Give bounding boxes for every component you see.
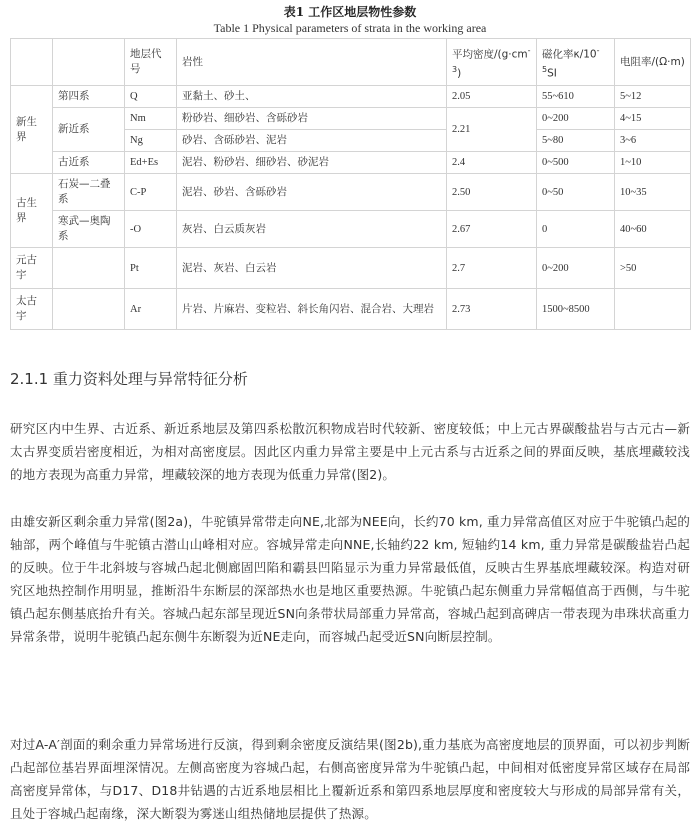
system-cell: 第四系: [53, 86, 125, 108]
header-empty: [11, 39, 53, 86]
lithology-cell: 灰岩、白云质灰岩: [177, 211, 447, 248]
table-row: [11, 152, 691, 174]
system-cell: [53, 289, 125, 330]
table-header-row: [11, 39, 691, 86]
header-susc-unit: SI: [547, 67, 557, 80]
table-caption-en: Table 1 Physical parameters of strata in the working area: [213, 21, 487, 35]
body-paragraph: 对过A-A′剖面的剩余重力异常场进行反演，得到剩余密度反演结果(图2b),重力基底为高密度地层的顶界面，可以初步判断凸起部位基岩界面埋深情况。左侧高密度为容城凸起，右侧高密度异常为牛驼镇凸起，中间相对低密度异常区域存在局部高密度异常体，与D17、D18井钻遇的古近系地层相比上覆新近系和第四系地层厚度和密度较大与形成的局部异常有关，且处于容城凸起南缘，深大断裂为雾迷山组热储地层提供了热源。: [10, 737, 690, 821]
density-cell: 2.50: [447, 174, 537, 211]
table-row: [11, 211, 691, 248]
header-empty: [53, 39, 125, 86]
code-cell: Ed+Es: [125, 152, 177, 174]
lithology-cell: 片岩、片麻岩、变粒岩、斜长角闪岩、混合岩、大理岩: [177, 289, 447, 330]
era-cell: 新生界: [11, 86, 53, 174]
susceptibility-cell: 1500~8500: [537, 289, 615, 330]
table-caption-zh: 表1 工作区地层物性参数: [283, 5, 417, 19]
header-density-close: ): [457, 67, 462, 80]
header-density: [447, 39, 537, 86]
system-cell: [53, 248, 125, 289]
density-cell: 2.05: [447, 86, 537, 108]
table-row: [11, 86, 691, 108]
code-cell: Pt: [125, 248, 177, 289]
lithology-cell: 亚黏土、砂土、: [177, 86, 447, 108]
susceptibility-cell: 0~200: [537, 248, 615, 289]
resistivity-cell: [615, 289, 691, 330]
resistivity-cell: 5~12: [615, 86, 691, 108]
resistivity-cell: 4~15: [615, 108, 691, 130]
code-cell: C-P: [125, 174, 177, 211]
system-cell: 石炭—二叠系: [53, 174, 125, 211]
density-cell: 2.73: [447, 289, 537, 330]
section-heading: 2.1.1 重力资料处理与异常特征分析: [10, 370, 248, 388]
resistivity-cell: 3~6: [615, 130, 691, 152]
resistivity-cell: 40~60: [615, 211, 691, 248]
era-cell: 太古宇: [11, 289, 53, 330]
lithology-cell: 泥岩、砂岩、含砾砂岩: [177, 174, 447, 211]
susceptibility-cell: 0~50: [537, 174, 615, 211]
resistivity-cell: 1~10: [615, 152, 691, 174]
lithology-cell: 泥岩、粉砂岩、细砂岩、砂泥岩: [177, 152, 447, 174]
header-resistivity: 电阻率/(Ω·m): [615, 39, 691, 86]
body-paragraph: 由雄安新区剩余重力异常(图2a)，牛驼镇异常带走向NE,北部为NEE向，长约70 km, 重力异常高值区对应于牛驼镇凸起的轴部，两个峰值与牛驼镇古潜山山峰相对应。容城异常走向NNE,长轴约22 km, 短轴约14 km, 重力异常是碳酸盐岩凸起的反映。位于牛北斜坡与容城凸起北侧廊固凹陷和霸县凹陷显示为重力异常最低值，反映古生界基底埋藏较深。构造对研究区地热控制作用明显，推断沿牛东断层的深部热水也是地区重要热源。牛驼镇凸起东侧重力异常幅值高于西侧，与牛驼镇凸起东侧基底抬升有关。容城凸起东部呈现近SN向条带状局部重力异常高，容城凸起到高碑店一带表现为串珠状高重力异常条带，说明牛驼镇凸起东侧牛东断裂为近NE走向，而容城凸起受近SN向断层控制。: [10, 514, 690, 644]
header-code: 地层代号: [125, 39, 177, 86]
density-cell: 2.7: [447, 248, 537, 289]
era-cell: 元古宇: [11, 248, 53, 289]
density-cell: 2.67: [447, 211, 537, 248]
header-density-text: 平均密度/(g·cm: [452, 48, 528, 60]
strata-table: [10, 38, 691, 330]
resistivity-cell: >50: [615, 248, 691, 289]
susceptibility-cell: 5~80: [537, 130, 615, 152]
header-density-exp: -3: [452, 45, 531, 74]
density-cell: 2.4: [447, 152, 537, 174]
susceptibility-cell: 0~200: [537, 108, 615, 130]
era-cell: 古生界: [11, 174, 53, 248]
code-cell: Ar: [125, 289, 177, 330]
density-cell: 2.21: [447, 108, 537, 152]
lithology-cell: 粉砂岩、细砂岩、含砾砂岩: [177, 108, 447, 130]
susceptibility-cell: 55~610: [537, 86, 615, 108]
system-cell: 寒武—奥陶系: [53, 211, 125, 248]
code-cell: Q: [125, 86, 177, 108]
code-cell: Nm: [125, 108, 177, 130]
header-susceptibility: [537, 39, 615, 86]
table-row: [11, 248, 691, 289]
resistivity-cell: 10~35: [615, 174, 691, 211]
header-susc-text: 磁化率κ/10: [542, 48, 597, 60]
header-lithology: 岩性: [177, 39, 447, 86]
susceptibility-cell: 0~500: [537, 152, 615, 174]
code-cell: Ng: [125, 130, 177, 152]
table-row: [11, 174, 691, 211]
table-row: [11, 289, 691, 330]
system-cell: 新近系: [53, 108, 125, 152]
system-cell: 古近系: [53, 152, 125, 174]
susceptibility-cell: 0: [537, 211, 615, 248]
lithology-cell: 砂岩、含砾砂岩、泥岩: [177, 130, 447, 152]
header-susc-exp: -5: [542, 45, 600, 74]
table-row: [11, 108, 691, 130]
code-cell: -O: [125, 211, 177, 248]
lithology-cell: 泥岩、灰岩、白云岩: [177, 248, 447, 289]
body-paragraph: 研究区内中生界、古近系、新近系地层及第四系松散沉积物成岩时代较新、密度较低；中上元古界碳酸盐岩与古元古—新太古界变质岩密度相近，为相对高密度层。因此区内重力异常主要是中上元古系与古近系之间的界面反映，基底埋藏较浅的地方表现为高重力异常，埋藏较深的地方表现为低重力异常(图2)。: [10, 421, 690, 482]
